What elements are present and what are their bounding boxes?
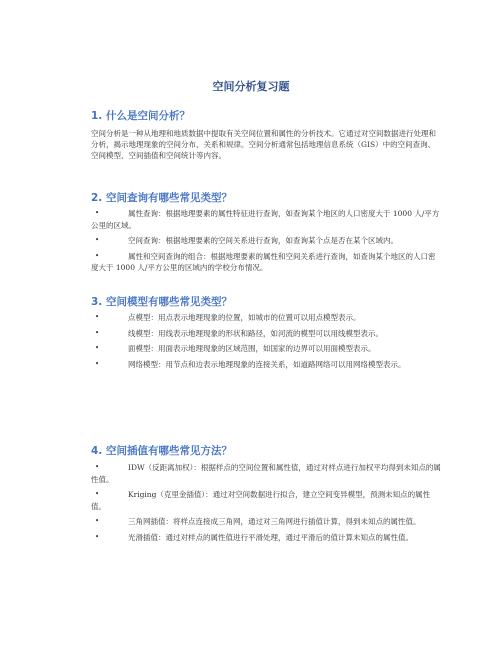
list-item: • 面模型：用面表示地理现象的区域范围，如国家的边界可以用面模型表示。 (95, 344, 376, 353)
list-item: • 网络模型：用节点和边表示地理现象的连接关系，如道路网络可以用网络模型表示。 (95, 359, 406, 369)
list-item: • 点模型：用点表示地理现象的位置，如城市的位置可以用点模型表示。 (95, 313, 361, 322)
section-1-text: 空间分析是一种从地理和地质数据中提取有关空间位置和属性的分析技术。它通过对空间数据进行处理和分析，揭示地理现象的空间分布、关系和规律。空间分析通常包括地理信息系统（GIS）中的空间查询、空间模型、空间插值和空间统计等内容。 (91, 129, 436, 160)
bullet-icon: • (95, 490, 100, 498)
list-item: • 线模型：用线表示地理现象的形状和路径，如河流的模型可以用线模型表示。 (95, 328, 383, 338)
section-1-heading: 1. 什么是空间分析？ (91, 110, 190, 122)
list-item: • Kriging（克里金插值）：通过对空间数据进行拟合，建立空间变异模型，预测未知点的属性值。 (91, 490, 431, 511)
bullet-icon: • (95, 463, 100, 471)
document-title: 空间分析复习题 (212, 80, 290, 93)
bullet-icon: • (95, 209, 100, 217)
bullet-icon: • (95, 251, 100, 260)
section-1-paragraph (91, 128, 439, 161)
list-item: • 空间查询：根据地理要素的空间关系进行查询，如查询某个点是否在某个区域内。 (95, 236, 398, 245)
bullet-icon: • (95, 359, 100, 368)
list-item: • IDW（反距离加权）：根据样点的空间位置和属性值，通过对样点进行加权平均得到未知点的属性值。 (91, 463, 441, 484)
bullet-icon: • (95, 328, 100, 337)
bullet-icon: • (95, 532, 100, 541)
list-item: • 属性查询：根据地理要素的属性特征进行查询，如查询某个地区的人口密度大于 1000 人/平方公里的区域。 (91, 209, 440, 230)
bullet-icon: • (95, 236, 100, 244)
list-item: • 光滑插值：通过对样点的属性值进行平滑处理，通过平滑后的值计算未知点的属性值。 (95, 532, 413, 542)
section-3-list (91, 312, 441, 374)
bullet-icon: • (95, 517, 100, 525)
section-4-heading: 4. 空间插值有哪些常见方法？ (91, 445, 232, 457)
section-2-list (91, 208, 441, 278)
section-4-list (91, 462, 441, 547)
section-3-heading: 3. 空间模型有哪些常见类型？ (91, 296, 232, 308)
bullet-icon: • (95, 313, 100, 321)
list-item: • 属性和空间查询的组合：根据地理要素的属性和空间关系进行查询，如查询某个地区的人口密度大于 1000 人/平方公里的区域内的学校分布情况。 (91, 251, 436, 272)
bullet-icon: • (95, 344, 100, 352)
list-item: • 三角网插值：将样点连接成三角网，通过对三角网进行插值计算，得到未知点的属性值。 (95, 517, 421, 526)
section-2-heading: 2. 空间查询有哪些常见类型？ (91, 192, 232, 204)
